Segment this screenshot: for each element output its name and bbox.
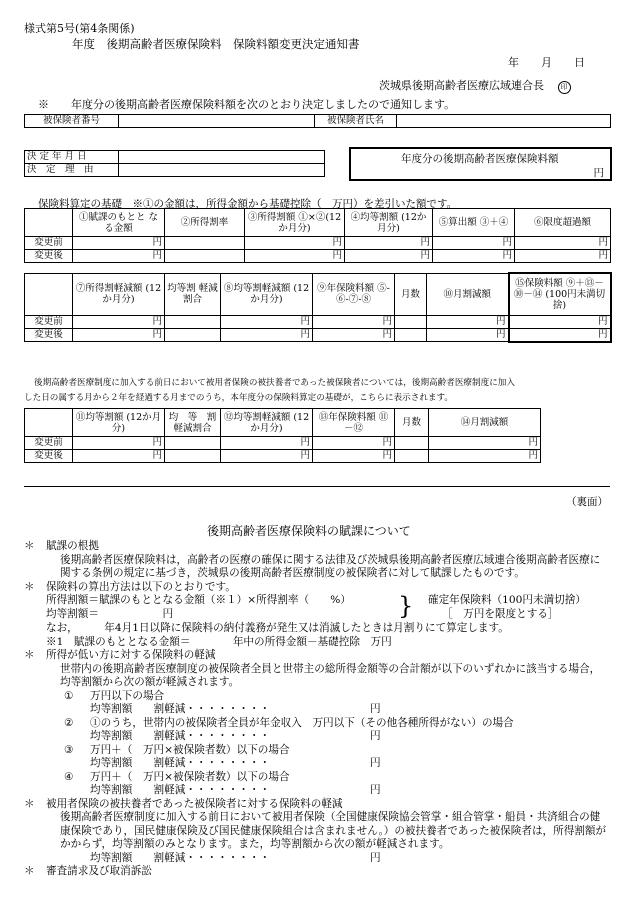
t3-r2-c2 — [165, 450, 221, 463]
item-number: ③ — [64, 743, 74, 756]
premium-box — [349, 147, 612, 181]
premium-box-unit: 円 — [593, 167, 604, 179]
item-unit: 円 — [370, 784, 381, 796]
t3-r1-c3: 円 — [221, 437, 313, 450]
seal-icon: 印 — [558, 81, 571, 94]
row-label: 変更後 — [25, 450, 73, 463]
s4-body: 後期高齢者医療制度に加入する前日において被用者保険（全国健康保険協会管掌・組合管掌・船員・共済組合の健康保険であり，国民健康保険及び国民健康保険組合は含まれません。）の被扶養者であった被保険者は，所得割額がかからず，均等割額のみとなります。また，均等割額から次の額が軽減されます。 — [60, 811, 607, 850]
t3-r1-c2 — [165, 437, 221, 450]
item-reduction: 均等割額 割軽減・・・・・・・・ — [90, 784, 271, 796]
t2-header-equal-ratio: 均等割 軽減割合 — [165, 273, 221, 315]
issuer-name: 茨城県後期高齢者医療広域連合長 — [379, 79, 544, 92]
t2-r2-c3: 円 — [221, 328, 313, 342]
page-divider — [24, 486, 610, 487]
star-mark: ＊ — [24, 797, 35, 810]
t2-r1-c7: 円 — [509, 315, 611, 328]
t3-r1-c4: 円 — [313, 437, 395, 450]
insured-name-label: 被保険者氏名 — [315, 115, 397, 128]
t3-r2-c5 — [395, 450, 429, 463]
s1-heading: 賦課の根拠 — [46, 540, 99, 552]
t2-r1-c5 — [395, 315, 427, 328]
item-condition: 万円以下の場合 — [90, 689, 165, 702]
t3-r1-c1: 円 — [73, 437, 165, 450]
t3-r1-c5 — [395, 437, 429, 450]
decision-reason-label: 決 定 理 由 — [25, 164, 119, 177]
item-unit: 円 — [370, 703, 381, 715]
list-item — [64, 771, 610, 785]
back-body — [24, 540, 610, 879]
s1-body: 後期高齢者医療保険料は，高齢者の医療の確保に関する法律及び茨城県後期高齢者医療広域連合後期高齢者医療に関する条例の規定に基づき，茨城県の後期高齢者医療制度の被保険者に対して賦課したものです。 — [60, 553, 601, 579]
t2-r2-c7: 円 — [509, 328, 611, 342]
item-condition: 万円＋（ 万円×被保険者数）以下の場合 — [90, 743, 290, 756]
brace-icon: } — [398, 592, 414, 620]
t1-r1-c4: 円 — [345, 237, 433, 250]
list-item — [64, 730, 610, 744]
item-condition: ①のうち，世帯内の被保険者全員が年金収入 万円以下（その他各種所得がない）の場合 — [90, 716, 514, 729]
list-item — [64, 703, 610, 717]
dependent-note-2: した日の属する月から２年を経過する月までのうち，本年度分の保険料算定の基礎が，こちらに表示されます。 — [24, 393, 454, 403]
t1-header-income-rate: ②所得割率 — [165, 209, 245, 237]
t2-r2-c4: 円 — [313, 328, 395, 342]
t2-header-equal-reduction: ⑧均等割軽減額 (12か月分) — [221, 273, 313, 315]
t1-r2-c2 — [165, 250, 245, 263]
list-item — [64, 744, 610, 758]
item-unit: 円 — [370, 730, 381, 742]
t1-r1-c3: 円 — [245, 237, 345, 250]
back-side-label: （裏面） — [566, 496, 608, 508]
form-number: 様式第5号(第4条関係) — [24, 22, 135, 35]
t3-header-annual-premium: ⑬年保険料額 ⑪－⑫ — [313, 409, 395, 437]
item-number: ① — [64, 689, 74, 702]
t1-r2-c1: 円 — [73, 250, 165, 263]
row-label: 変更前 — [25, 437, 73, 450]
item-number: ④ — [64, 770, 74, 783]
star-mark: ＊ — [24, 580, 35, 593]
t1-header-limit-excess: ⑥限度超過額 — [515, 209, 611, 237]
t3-r1-c6: 円 — [429, 437, 541, 450]
insured-table — [24, 114, 611, 128]
t2-header-monthly-reduction: ⑩月割減額 — [427, 273, 509, 315]
decision-table — [24, 150, 325, 177]
item-reduction: 均等割額 割軽減・・・・・・・・ — [90, 703, 271, 715]
t3-header-months: 月数 — [395, 409, 429, 437]
t2-r1-c2 — [165, 315, 221, 328]
item-reduction: 均等割額 割軽減・・・・・・・・ — [90, 757, 271, 769]
t2-r2-c6: 円 — [427, 328, 509, 342]
s4-heading: 被用者保険の被扶養者であった被保険者に対する保険料の軽減 — [46, 797, 343, 810]
row-label: 変更後 — [25, 250, 73, 263]
list-item — [64, 690, 610, 704]
star-mark: ＊ — [24, 649, 35, 661]
insured-number-label: 被保険者番号 — [25, 115, 119, 128]
t1-header-computed: ⑤算出額 ③＋④ — [433, 209, 515, 237]
s2-heading: 保険料の算出方法は以下のとおりです。 — [46, 580, 236, 593]
back-title: 後期高齢者医療保険料の賦課について — [207, 524, 411, 538]
t2-r1-c4: 円 — [313, 315, 395, 328]
item-reduction: 均等割額 割軽減・・・・・・・・ — [90, 730, 271, 742]
s3-body: 世帯内の後期高齢者医療制度の被保険者全員と世帯主の総所得金額等の合計額が以下のいずれかに該当する場合，均等割額から次の額が軽減されます。 — [60, 662, 601, 688]
s2-monthly-note: なお， 年4月1日以降に保険料の納付義務が発生又は消滅したときは月割りにて算定します。 — [46, 622, 509, 634]
s2-line-equal-levy: 均等割額＝ 円 — [46, 608, 174, 620]
list-item — [64, 757, 610, 771]
notice-text: ※ 年度分の後期高齢者医療保険料額を次のとおり決定しましたので通知します。 — [38, 98, 456, 111]
s2-confirmed-premium: 確定年保険料（100円未満切捨） — [428, 594, 586, 606]
t1-r1-c2 — [165, 237, 245, 250]
t2-r1-c1: 円 — [73, 315, 165, 328]
t1-r2-c6: 円 — [515, 250, 611, 263]
t1-r2-c5: 円 — [433, 250, 515, 263]
t2-header-months: 月数 — [395, 273, 427, 315]
calc-heading: 保険料算定の基礎 ※①の金額は，所得金額から基礎控除（ 万円）を差引いた額です。 — [38, 198, 458, 210]
dependent-note-1: 後期高齢者医療制度に加入する前日において被用者保険の被扶養者であった被保険者については，後期高齢者医療制度に加入 — [34, 378, 515, 388]
row-label: 変更前 — [25, 315, 73, 328]
document-title: 年度 後期高齢者医療保険料 保険料額変更決定通知書 — [72, 37, 360, 51]
list-item — [64, 717, 610, 731]
s3-item-list — [24, 690, 610, 798]
item-number: ② — [64, 716, 74, 729]
decision-date-label: 決 定 年 月 日 — [25, 151, 119, 164]
s3-heading: 所得が低い方に対する保険料の軽減 — [46, 649, 216, 661]
list-item — [64, 784, 610, 798]
item-condition: 万円＋（ 万円×被保険者数）以下の場合 — [90, 770, 290, 783]
insured-number-value — [119, 115, 315, 128]
t1-r1-c6: 円 — [515, 237, 611, 250]
t2-r2-c5 — [395, 328, 427, 342]
calc-table-1 — [24, 208, 611, 263]
t1-header-income-levy: ③所得割額 ①×②(12か月分) — [245, 209, 345, 237]
t1-header-base-amount: ①賦課のもとと なる金額 — [73, 209, 165, 237]
t3-header-equal-ratio: 均 等 割 軽減割合 — [165, 409, 221, 437]
decision-date-value — [119, 151, 325, 164]
t2-r1-c6: 円 — [427, 315, 509, 328]
s2-limit: ［ 万円を限度とする］ — [442, 608, 559, 620]
calc-table-2 — [24, 272, 612, 343]
s5-heading: 審査請求及び取消訴訟 — [46, 865, 152, 877]
issuer-line — [379, 77, 571, 94]
t1-r1-c1: 円 — [73, 237, 165, 250]
t3-r2-c4: 円 — [313, 450, 395, 463]
s4-reduction: 均等割額 割軽減・・・・・・・・ — [90, 851, 271, 864]
t1-r2-c4: 円 — [345, 250, 433, 263]
row-label: 変更後 — [25, 328, 73, 342]
star-mark: ＊ — [24, 865, 35, 877]
t3-header-equal-reduction: ⑫均等割軽減額 (12か月分) — [221, 409, 313, 437]
t3-header-monthly-reduction: ⑭月割減額 — [429, 409, 541, 437]
item-unit: 円 — [370, 757, 381, 769]
star-mark: ＊ — [24, 540, 35, 552]
t2-r1-c3: 円 — [221, 315, 313, 328]
row-label: 変更前 — [25, 237, 73, 250]
decision-reason-value — [119, 164, 325, 177]
issue-date: 年 月 日 — [508, 56, 585, 69]
t3-r2-c3: 円 — [221, 450, 313, 463]
insured-name-value — [397, 115, 611, 128]
t1-header-equal-levy: ④均等割額 (12か月分) — [345, 209, 433, 237]
calc-table-3 — [24, 408, 541, 463]
t2-r2-c2 — [165, 328, 221, 342]
t2-header-annual-premium: ⑨年保険料額 ⑤-⑥-⑦-⑧ — [313, 273, 395, 315]
t1-r2-c3: 円 — [245, 250, 345, 263]
s2-base-note: ※1 賦課のもととなる金額＝ 年中の所得金額－基礎控除 万円 — [46, 635, 392, 648]
t2-r2-c1: 円 — [73, 328, 165, 342]
t1-r1-c5: 円 — [433, 237, 515, 250]
t2-header-premium: ⑮保険料額 ⑨＋⑬－⑩－⑭ (100円未満切捨) — [509, 273, 611, 315]
t3-header-equal-levy: ⑪均等割額 (12か月分) — [73, 409, 165, 437]
t2-header-income-reduction: ⑦所得割軽減額 (12か月分) — [73, 273, 165, 315]
s4-unit: 円 — [370, 851, 381, 864]
s2-line-income-levy: 所得割額＝賦課のもととなる金額（※１）×所得割率（ %） — [46, 594, 351, 606]
t3-r2-c1: 円 — [73, 450, 165, 463]
t3-r2-c6: 円 — [429, 450, 541, 463]
premium-box-title: 年度分の後期高齢者医療保険料額 — [401, 153, 559, 165]
